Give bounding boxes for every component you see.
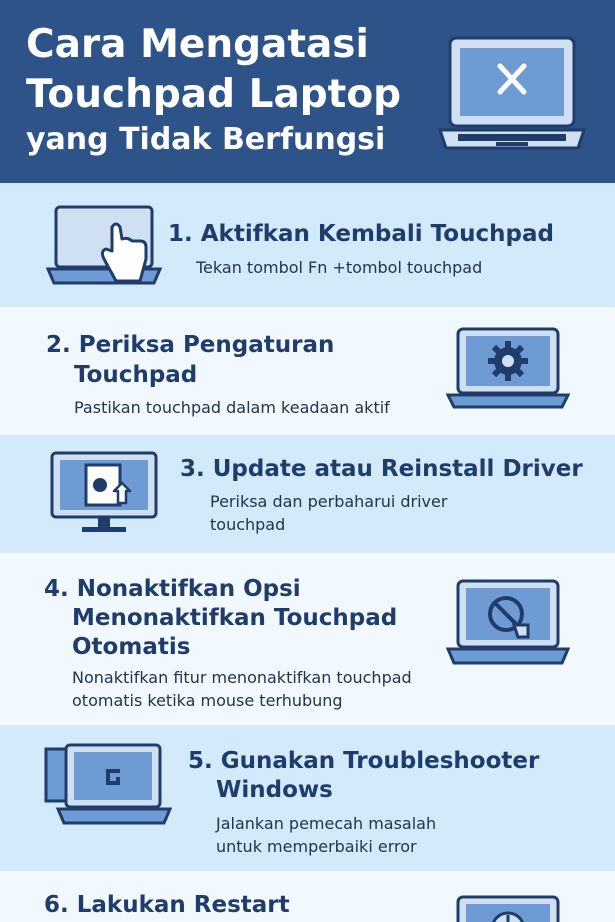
step-2-description: Pastikan touchpad dalam keadaan aktif bbox=[74, 398, 390, 417]
step-4-description-line-2: otomatis ketika mouse terhubung bbox=[72, 691, 343, 710]
step-4-section bbox=[0, 553, 615, 725]
step-5-description-line-2: untuk memperbaiki error bbox=[216, 837, 417, 856]
title-line-2: Touchpad Laptop bbox=[26, 72, 402, 117]
step-2-title-line-1: 2. Periksa Pengaturan bbox=[46, 332, 335, 358]
step-4-title-line-2: Menonaktifkan Touchpad bbox=[72, 605, 398, 631]
touchpad-tap-icon bbox=[46, 203, 164, 287]
disable-mouse-laptop-icon bbox=[446, 579, 570, 665]
header-banner bbox=[0, 0, 615, 183]
step-4-description-line-1: Nonaktifkan fitur menonaktifkan touchpad bbox=[72, 668, 412, 687]
step-5-section bbox=[0, 725, 615, 871]
step-3-description-line-1: Periksa dan perbaharui driver bbox=[210, 492, 448, 511]
step-5-description-line-1: Jalankan pemecah masalah bbox=[216, 814, 437, 833]
restart-laptop-icon bbox=[446, 895, 570, 922]
settings-gear-laptop-icon bbox=[446, 327, 570, 409]
title-line-3: yang Tidak Berfungsi bbox=[26, 122, 386, 157]
step-6-section bbox=[0, 871, 615, 922]
step-1-section bbox=[0, 183, 615, 307]
step-3-description-line-2: touchpad bbox=[210, 515, 286, 534]
step-2-title-line-2: Touchpad bbox=[74, 362, 198, 388]
step-4-title-line-3: Otomatis bbox=[72, 634, 191, 660]
step-2-section bbox=[0, 307, 615, 435]
step-6-title: 6. Lakukan Restart bbox=[44, 892, 290, 918]
step-3-section bbox=[0, 435, 615, 553]
step-3-title: 3. Update atau Reinstall Driver bbox=[180, 456, 583, 482]
step-5-title-line-1: 5. Gunakan Troubleshooter bbox=[188, 748, 540, 774]
step-4-title-line-1: 4. Nonaktifkan Opsi bbox=[44, 576, 301, 602]
troubleshooter-laptop-icon bbox=[44, 743, 172, 825]
driver-update-monitor-icon bbox=[50, 451, 158, 535]
title-line-1: Cara Mengatasi bbox=[26, 22, 369, 67]
step-1-title: 1. Aktifkan Kembali Touchpad bbox=[168, 221, 554, 247]
broken-laptop-icon bbox=[432, 30, 592, 160]
step-1-description: Tekan tombol Fn +tombol touchpad bbox=[196, 258, 483, 277]
step-5-title-line-2: Windows bbox=[216, 777, 333, 803]
